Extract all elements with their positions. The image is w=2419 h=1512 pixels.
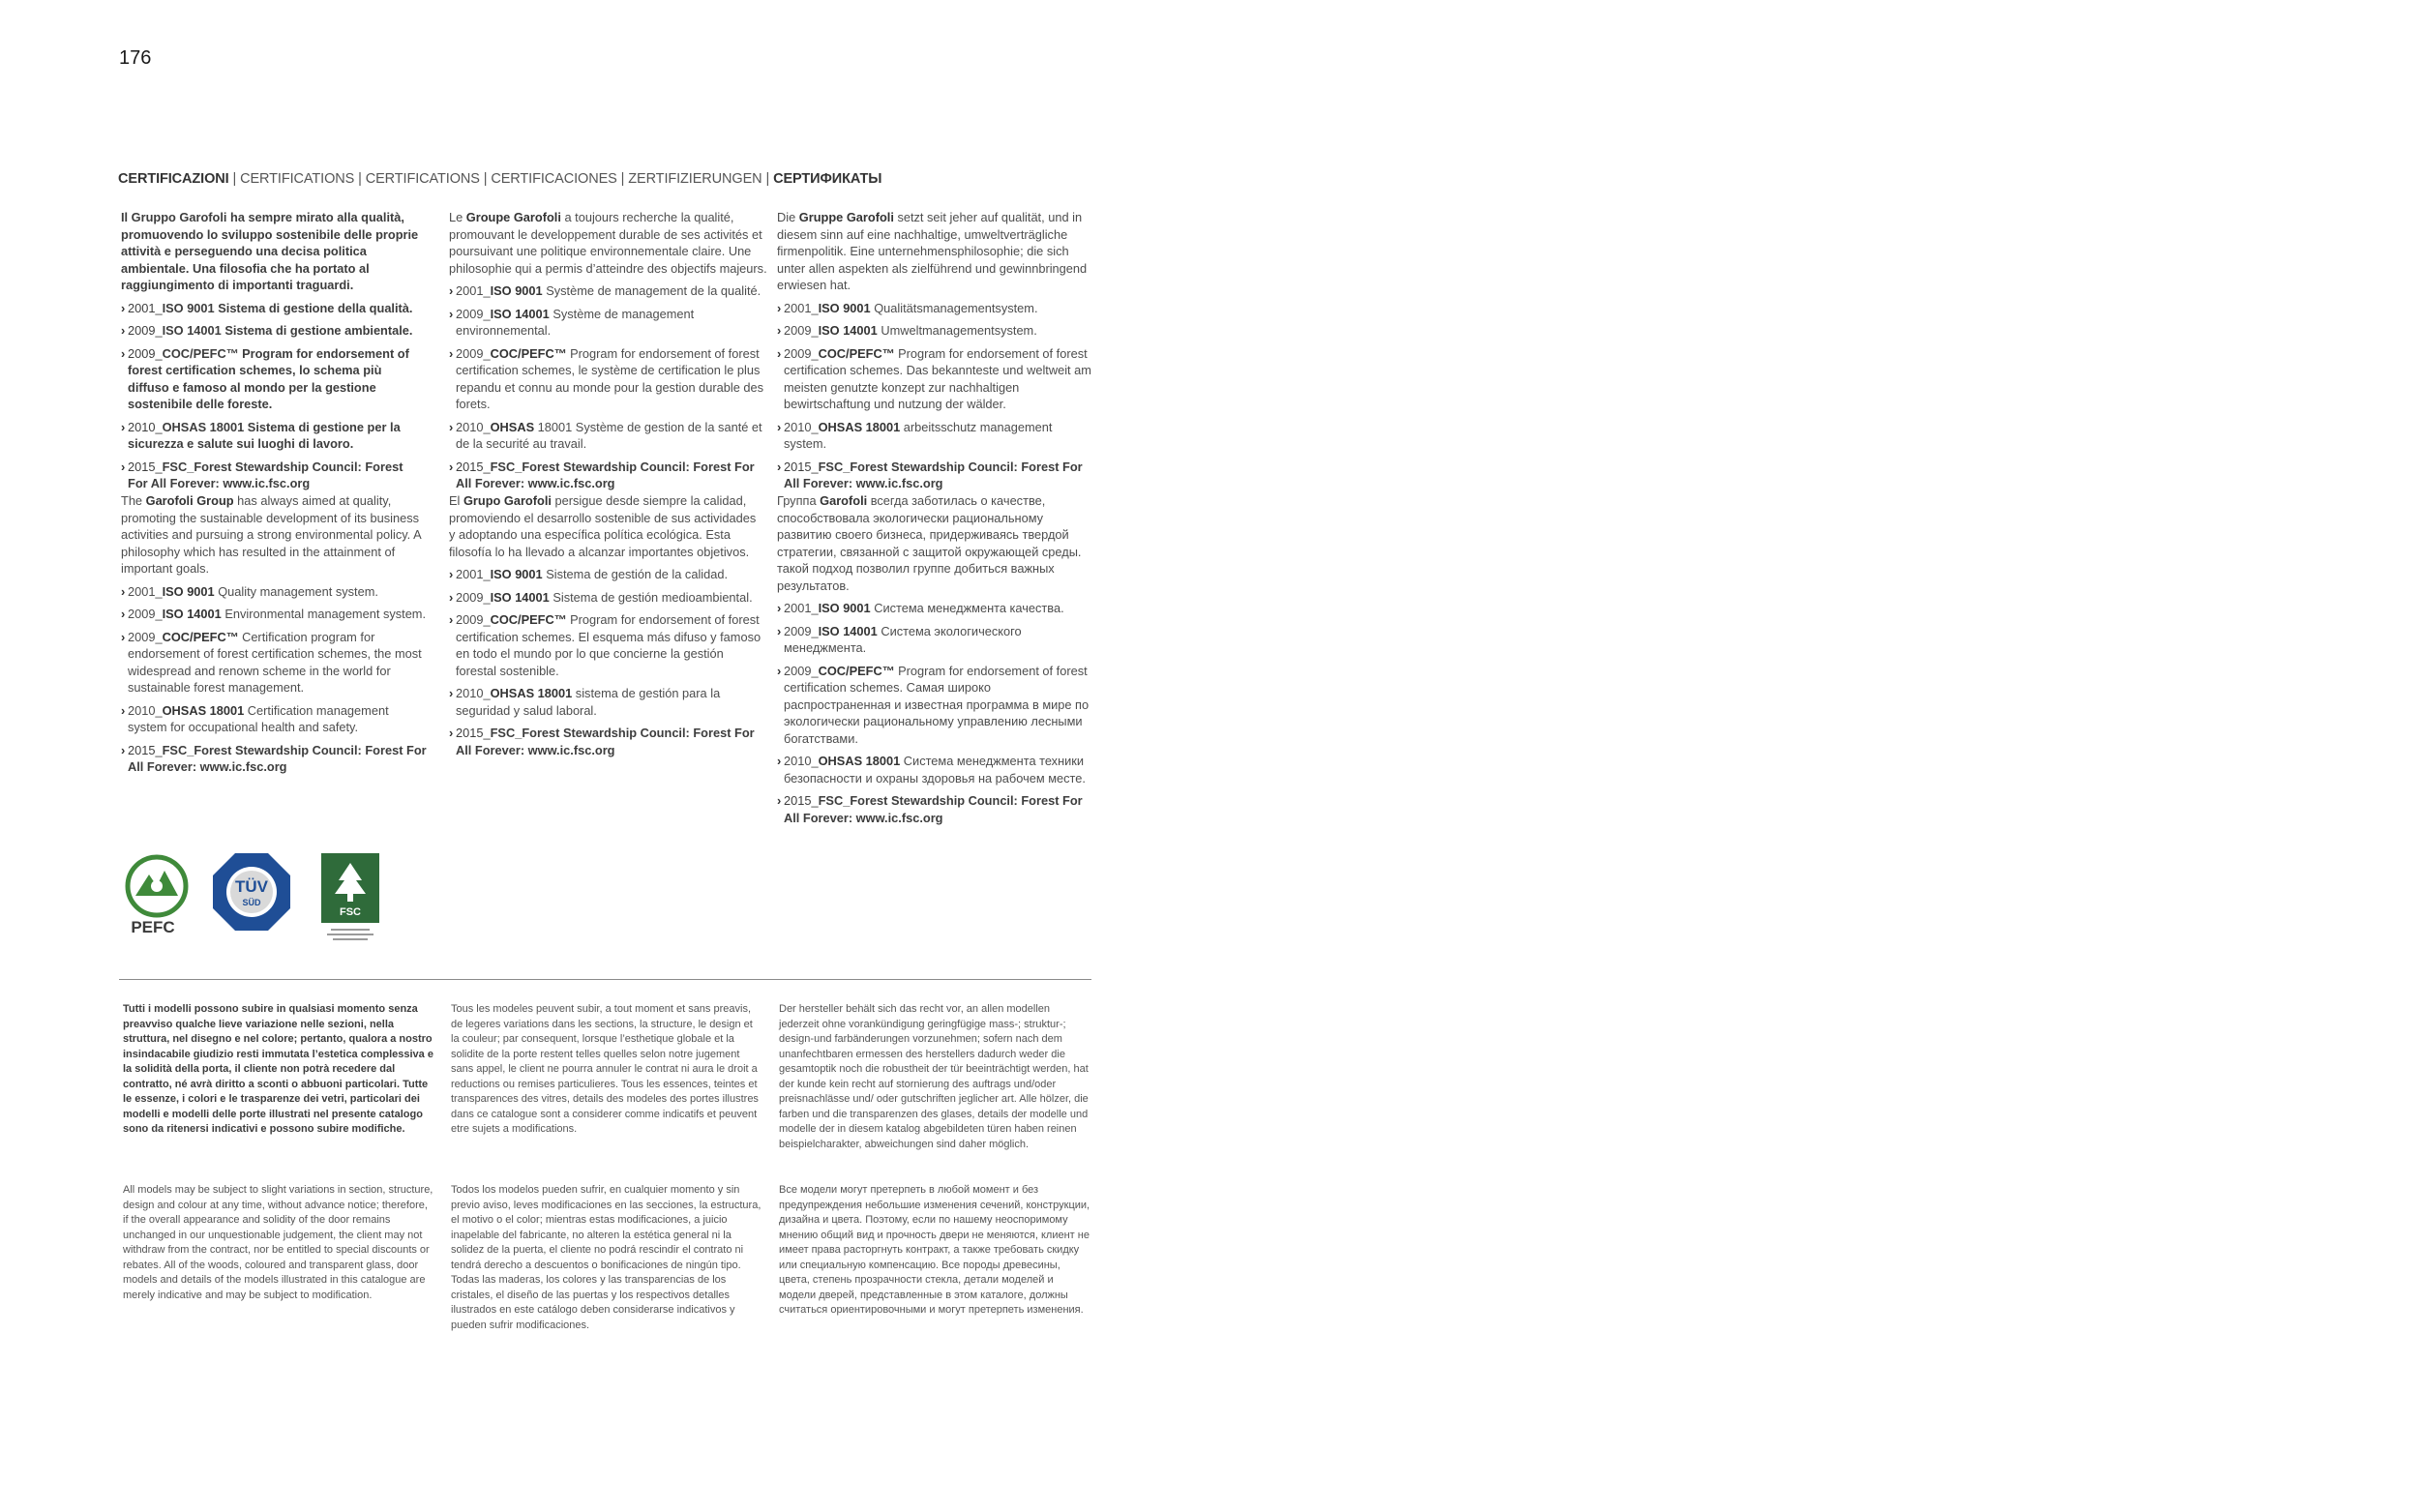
intro-ru: Группа Garofoli всегда заботилась о качестве, способствовала экологически рациональному развитию своего бизнеса, придерживаясь твердой стратегии, связанной с защитой окружающей среды. такой подход позволил группе добиться важных результатов.: [777, 493, 1082, 593]
tuv-sud-logo-icon: [211, 851, 292, 933]
intro-it: Il Gruppo Garofoli ha sempre mirato alla qualità, promuovendo lo sviluppo sostenibile delle proprie attività e perseguendo una decisa politica ambientale. Una filosofia che ha portato al raggiungimento di importanti traguardi.: [121, 210, 419, 292]
cert-item: › 2015_FSC_Forest Stewardship Council: Forest For All Forever: www.ic.fsc.org: [777, 459, 1096, 492]
intro-es: El Grupo Garofoli persigue desde siempre la calidad, promoviendo el desarrollo sostenible de sus actividades y adoptando una específica política ecológica. Esta filosofía lo ha llevado a alcanzar importantes objetivos.: [449, 493, 757, 559]
cert-item: › 2015_FSC_Forest Stewardship Council: Forest For All Forever: www.ic.fsc.org: [449, 725, 763, 758]
cert-item: › 2015_FSC_Forest Stewardship Council: Forest For All Forever: www.ic.fsc.org: [121, 459, 426, 492]
cert-list-de: [777, 300, 1096, 492]
intro-de: Die Gruppe Garofoli setzt seit jeher auf qualität, und in diesem sinn auf eine nachhaltige, umweltverträgliche firmenpolitik. Eine unternehmensphilosophie; die sich unter allen aspekten als zielführend und gewinnbringend erwiesen hat.: [777, 210, 1088, 292]
tuv-logo-label: TÜV: [235, 877, 268, 896]
section-header: [118, 171, 881, 187]
cert-item: › 2010_OHSAS 18001 Sistema di gestione per la sicurezza e salute sui luoghi di lavoro.: [121, 419, 426, 453]
pefc-logo-icon: [122, 853, 192, 938]
cert-item: › 2010_OHSAS 18001 Système de gestion de la santé et de la securité au travail.: [449, 419, 768, 453]
cert-item: › 2009_ISO 14001 Система экологического менеджмента.: [777, 623, 1096, 657]
disclaimer-en: All models may be subject to slight variations in section, structure, design and colour at any time, without advance notice; therefore, if the overall appearance and solidity of the door remains unchanged in our unquestionable judgement, the client may not withdraw from the contract, nor be entitled to special discounts or rebates. All of the woods, coloured and transparent glass, door models and details of the models illustrated in this catalogue are merely indicative and may be subject to modification.: [123, 1184, 433, 1301]
cert-item: › 2001_ISO 9001 Quality management system.: [121, 583, 431, 601]
fsc-logo-icon: [319, 851, 381, 946]
fsc-logo-label: FSC: [340, 906, 361, 918]
cert-item: › 2010_OHSAS 18001 Система менеджмента техники безопасности и охраны здоровья на рабочем месте.: [777, 753, 1096, 786]
cert-item: › 2001_ISO 9001 Система менеджмента качества.: [777, 600, 1096, 617]
cert-list-it: [121, 300, 426, 492]
cert-item: › 2010_OHSAS 18001 arbeitsschutz management system.: [777, 419, 1096, 453]
cert-item: › 2009_ISO 14001 Sistema di gestione ambientale.: [121, 322, 426, 340]
tuv-logo-sub: SÜD: [242, 898, 261, 907]
disclaimer-es: Todos los modelos pueden sufrir, en cualquier momento y sin previo aviso, leves modificaciones en las secciones, la estructura, el motivo o el color; mientras estas modificaciones, a juicio inapelable del fabricante, no alteren la estética general ni la solidez de la puerta, el cliente no podrá rescindir el contrato ni tendrá derecho a descuentos o bonificaciones de ningún tipo. Todas las maderas, los colores y las transparencias de los cristales, el diseño de las puertas y los respectivos detalles ilustrados en este catálogo deben considerarse indicativos y pueden sufrir modificaciones.: [451, 1184, 762, 1331]
cert-item: › 2009_COC/PEFC™ Program for endorsement of forest certification schemes. Самая широко распространенная и известная программа в мире по экологически рациональному управлению лесными богатствами.: [777, 663, 1096, 748]
cert-item: › 2015_FSC_Forest Stewardship Council: Forest For All Forever: www.ic.fsc.org: [449, 459, 768, 492]
intro-en: The Garofoli Group has always aimed at quality, promoting the sustainable development of its business activities and pursuing a strong environmental policy. A philosophy which has resulted in the attainment of important goals.: [121, 493, 421, 576]
cert-item: › 2009_ISO 14001 Environmental management system.: [121, 606, 431, 623]
cert-block-es: [449, 492, 763, 764]
cert-item: › 2010_OHSAS 18001 sistema de gestión para la seguridad y salud laboral.: [449, 685, 763, 719]
certification-logos: [122, 851, 393, 948]
cert-block-ru: [777, 492, 1096, 832]
cert-item: › 2009_ISO 14001 Système de management environnemental.: [449, 306, 768, 340]
cert-block-fr: [449, 209, 768, 498]
cert-item: › 2015_FSC_Forest Stewardship Council: Forest For All Forever: www.ic.fsc.org: [121, 742, 431, 776]
page-number: 176: [119, 47, 152, 69]
cert-item: › 2010_OHSAS 18001 Certification management system for occupational health and safety.: [121, 702, 431, 736]
cert-block-de: [777, 209, 1096, 498]
cert-item: › 2009_COC/PEFC™ Program for endorsement of forest certification schemes. El esquema más difuso y famoso en todo el mundo por lo que concierne la gestión forestal sostenible.: [449, 611, 763, 679]
cert-item: › 2001_ISO 9001 Qualitätsmanagementsystem.: [777, 300, 1096, 317]
section-divider: [119, 979, 1091, 980]
cert-list-fr: [449, 282, 768, 492]
header-bold-label: CERTIFICAZIONI: [118, 171, 229, 187]
cert-item: › 2009_COC/PEFC™ Program for endorsement of forest certification schemes, lo schema più diffuso e famoso al mondo per la gestione sostenibile delle foreste.: [121, 345, 426, 413]
cert-item: › 2001_ISO 9001 Système de management de la qualité.: [449, 282, 768, 300]
header-languages: | CERTIFICATIONS | CERTIFICATIONS | CERTIFICACIONES | ZERTIFIZIERUNGEN |: [228, 171, 774, 187]
cert-item: › 2009_ISO 14001 Sistema de gestión medioambiental.: [449, 589, 763, 607]
disclaimer-fr: Tous les modeles peuvent subir, a tout moment et sans preavis, de legeres variations dans les sections, la structure, le design et la couleur; par consequent, lorsque l’esthetique globale et la solidite de la porte restent telles quelles selon notre jugement sans appel, le client ne pourra annuler le contrat ni aura le droit a reductions ou remises particulieres. Tous les essences, teintes et transparences des vitres, details des modeles des portes illustres dans ce catalogue sont a considerer comme indicatifs et peuvent etre sujets a modifications.: [451, 1003, 759, 1135]
disclaimer-it: Tutti i modelli possono subire in qualsiasi momento senza preavviso qualche lieve variazione nelle sezioni, nella struttura, nel disegno e nel colore; pertanto, qualora a nostro insindacabile giudizio resti immutata l’estetica complessiva e la solidità della porta, il cliente non potrà recedere dal contratto, né avrà diritto a sconti o abbuoni particolari. Tutte le essenze, i colori e le trasparenze dei vetri, particolari dei modelli e modelli delle porte illustrati nel presente catalogo sono da ritenersi indicativi e possono subire modifiche.: [123, 1003, 433, 1135]
cert-list-es: [449, 566, 763, 758]
cert-item: › 2009_COC/PEFC™ Program for endorsement of forest certification schemes. Das bekannteste und weltweit am meisten genutzte konzept zur nachhaltigen bewirtschaftung und nutzung der wälder.: [777, 345, 1096, 413]
cert-item: › 2009_ISO 14001 Umweltmanagementsystem.: [777, 322, 1096, 340]
cert-item: › 2001_ISO 9001 Sistema de gestión de la calidad.: [449, 566, 763, 583]
cert-item: › 2009_COC/PEFC™ Program for endorsement of forest certification schemes, le système de certification le plus repandu et connu au monde pour la gestion durable des forets.: [449, 345, 768, 413]
cert-item: › 2009_COC/PEFC™ Certification program for endorsement of forest certification schemes, the most widespread and renown scheme in the world for sustainable forest management.: [121, 629, 431, 697]
cert-list-en: [121, 583, 431, 776]
header-bold-label-ru: СЕРТИФИКАТЫ: [773, 171, 882, 187]
disclaimer-de: Der hersteller behält sich das recht vor, an allen modellen jederzeit ohne vorankündigung geringfügige mass-; struktur-; design-und farbänderungen vorzunehmen; sofern nach dem unanfechtbaren ermessen des herstellers dadurch weder die gesamtoptik noch die robustheit der tür beeinträchtigt werden, hat der kunde kein recht auf stornierung des auftrags und/oder preisnachlässe und/ oder gutschriften jeglicher art. Alle hölzer, die farben und die transparenzen des glases, details der modelle und modelle der in diesem katalog abgebildeten türen haben reinen beispielcharakter, abweichungen sind daher möglich.: [779, 1003, 1089, 1150]
cert-block-en: [121, 492, 431, 782]
cert-item: › 2001_ISO 9001 Sistema di gestione della qualità.: [121, 300, 426, 317]
disclaimer-ru: Все модели могут претерпеть в любой момент и без предупреждения небольшие изменения сечений, конструкции, дизайна и цвета. Поэтому, если по нашему неоспоримому мнению общий вид и прочность двери не меняются, клиент не имеет права расторгнуть контракт, а также требовать скидку или специальную компенсацию. Все породы древесины, цвета, степень прозрачности стекла, детали моделей и модели дверей, представленные в этом каталоге, должны считаться ориентировочными и могут претерпеть изменения.: [779, 1184, 1090, 1316]
cert-item: › 2015_FSC_Forest Stewardship Council: Forest For All Forever: www.ic.fsc.org: [777, 792, 1096, 826]
pefc-logo-label: PEFC: [131, 918, 175, 936]
cert-block-it: [121, 209, 426, 498]
cert-list-ru: [777, 600, 1096, 826]
intro-fr: Le Groupe Garofoli a toujours recherche la qualité, promouvant le developpement durable de ses activités et poursuivant une politique environnementale claire. Une philosophie qui a permis d’atteindre des objectifs majeurs.: [449, 210, 767, 276]
